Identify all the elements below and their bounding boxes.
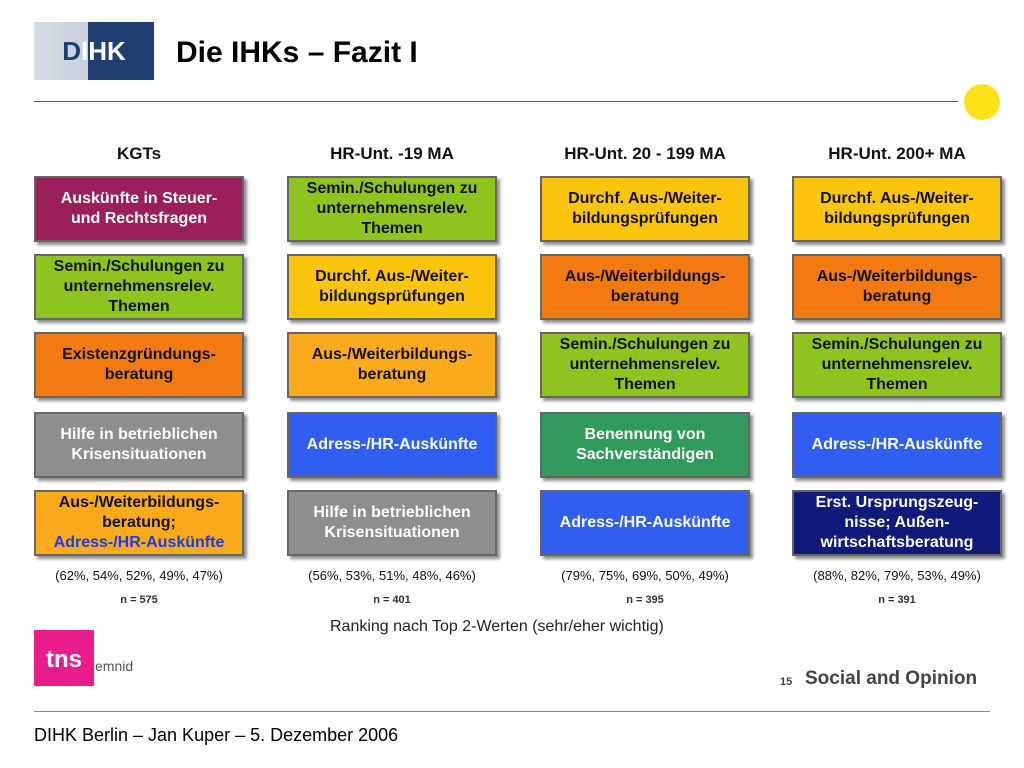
box-text-line: beratung (610, 288, 680, 305)
box-text-line: Durchf. Aus-/Weiter- (315, 268, 469, 285)
box-text-line: beratung (357, 366, 427, 383)
brand-line: Social and Opinion (805, 668, 978, 689)
percent-values: (62%, 54%, 52%, 49%, 47%) (55, 568, 223, 583)
box-text-line: Auskünfte in Steuer- (60, 190, 218, 207)
column-header: HR-Unt. 20 - 199 MA (564, 144, 726, 163)
logo-letters-ihk: IHK (81, 36, 126, 66)
box-text-line: Aus-/Weiterbildungs- (58, 494, 220, 511)
ranking-box-rank-3 (792, 332, 1002, 398)
box-text-line: Hilfe in betrieblichen (60, 426, 218, 443)
ranking-box-rank-2 (287, 254, 497, 320)
ranking-box-rank-2 (540, 254, 750, 320)
box-text-line: Themen (361, 220, 423, 237)
sample-size: n = 575 (120, 594, 158, 606)
ranking-box-rank-1 (792, 176, 1002, 242)
ranking-box-rank-3 (34, 332, 244, 398)
ranking-box-rank-4 (792, 412, 1002, 478)
column-2 (287, 140, 497, 606)
column-4 (792, 140, 1002, 606)
box-text-line: Adress-/HR-Auskünfte (811, 436, 983, 453)
box-text-line: Aus-/Weiterbildungs- (816, 268, 978, 285)
box-text-line: und Rechtsfragen (70, 210, 207, 227)
ranking-note: Ranking nach Top 2-Werten (sehr/eher wichtig) (330, 618, 664, 635)
ranking-box-rank-1 (34, 176, 244, 242)
column-header: HR-Unt. -19 MA (330, 144, 454, 163)
sample-size: n = 391 (878, 594, 916, 606)
box-text-line: unternehmensrelev. (821, 356, 973, 373)
box-text-line: Krisensituationen (71, 446, 207, 463)
box-text-line: Aus-/Weiterbildungs- (311, 346, 473, 363)
ranking-box-rank-5 (540, 490, 750, 556)
ranking-box-rank-2 (792, 254, 1002, 320)
ranking-box-rank-1 (540, 176, 750, 242)
column-header: KGTs (116, 144, 162, 163)
box-text-line: Themen (108, 298, 170, 315)
logo-letter-d: D (62, 36, 81, 66)
page-number: 15 (780, 676, 793, 688)
box-text-line: Semin./Schulungen zu (559, 336, 731, 353)
ranking-box-rank-5 (792, 490, 1002, 556)
box-text-line: unternehmensrelev. (63, 278, 215, 295)
box-text-line: Aus-/Weiterbildungs- (564, 268, 726, 285)
box-text-line: Benennung von (584, 426, 706, 443)
box-text-line: Existenzgründungs- (62, 346, 216, 363)
box-text-line: unternehmensrelev. (569, 356, 721, 373)
ranking-box-rank-1 (287, 176, 497, 242)
percent-values: (88%, 82%, 79%, 53%, 49%) (813, 568, 981, 583)
ranking-box-rank-4 (540, 412, 750, 478)
column-header: HR-Unt. 200+ MA (828, 144, 966, 163)
ranking-box-rank-5 (34, 490, 244, 556)
ranking-box-rank-3 (540, 332, 750, 398)
title-divider (34, 101, 958, 102)
box-text-line: Semin./Schulungen zu (811, 336, 983, 353)
ranking-box-rank-5 (287, 490, 497, 556)
box-text-line: Themen (866, 376, 928, 393)
sample-size: n = 401 (373, 594, 411, 606)
dihk-logo (34, 22, 154, 80)
box-text-line: bildungsprüfungen (824, 210, 970, 227)
box-text-line: Adress-/HR-Auskünfte (53, 534, 225, 551)
ranking-box-rank-4 (34, 412, 244, 478)
column-1 (34, 140, 244, 606)
box-text-line: Krisensituationen (324, 524, 460, 541)
box-text-line: Sachverständigen (576, 446, 714, 463)
box-text-line: unternehmensrelev. (316, 200, 468, 217)
box-text-line: Semin./Schulungen zu (53, 258, 225, 275)
tns-logo-text: tns (46, 646, 82, 673)
box-text-line: bildungsprüfungen (319, 288, 465, 305)
yellow-circle-icon (964, 84, 1000, 120)
column-3 (540, 140, 750, 606)
ranking-box-rank-2 (34, 254, 244, 320)
page-title: Die IHKs – Fazit I (176, 36, 418, 69)
ranking-box-rank-3 (287, 332, 497, 398)
box-text-line: Themen (614, 376, 676, 393)
box-text-line: beratung (862, 288, 932, 305)
footer-divider (34, 711, 990, 712)
emnid-logo-text: emnid (95, 658, 134, 674)
box-text-line: Durchf. Aus-/Weiter- (568, 190, 722, 207)
box-text-line: nisse; Außen- (844, 514, 950, 531)
box-text-line: Adress-/HR-Auskünfte (559, 514, 731, 531)
box-text-line: Adress-/HR-Auskünfte (306, 436, 478, 453)
ranking-box-rank-4 (287, 412, 497, 478)
box-text-line: beratung; (102, 514, 176, 531)
box-text-line: beratung (104, 366, 174, 383)
box-text-line: bildungsprüfungen (572, 210, 718, 227)
percent-values: (79%, 75%, 69%, 50%, 49%) (561, 568, 729, 583)
box-text-line: Durchf. Aus-/Weiter- (820, 190, 974, 207)
box-text-line: Hilfe in betrieblichen (313, 504, 471, 521)
sample-size: n = 395 (626, 594, 664, 606)
box-text-line: Semin./Schulungen zu (306, 180, 478, 197)
footer-text: DIHK Berlin – Jan Kuper – 5. Dezember 2006 (34, 725, 399, 745)
percent-values: (56%, 53%, 51%, 48%, 46%) (308, 568, 476, 583)
box-text-line: Erst. Ursprungszeug- (815, 494, 979, 511)
box-text-line: wirtschaftsberatung (820, 534, 974, 551)
